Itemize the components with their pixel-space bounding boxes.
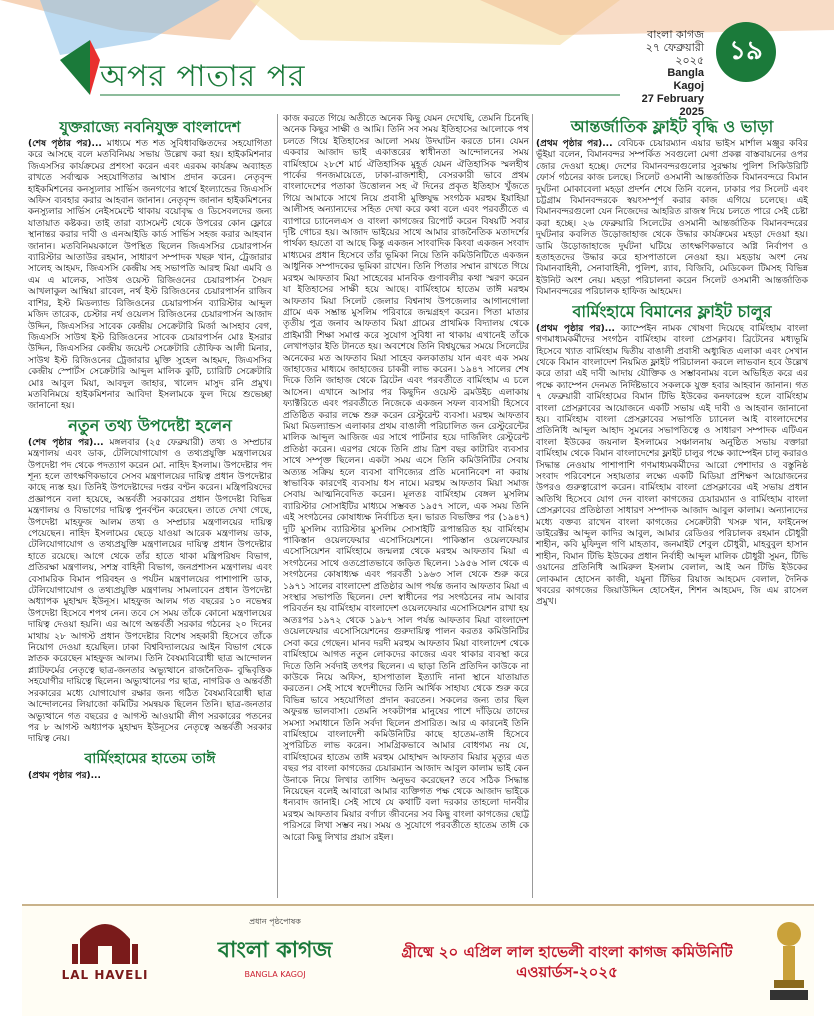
awards-event-text: গ্রীষ্মে ২০ এপ্রিল লাল হাভেলী বাংলা কাগজ কমিউনিটি এওয়ার্ডস-২০২৫ — [401, 943, 733, 981]
headline-info-adviser: নতুন তথ্য উপদেষ্টা হলেন — [68, 415, 232, 435]
lal-haveli-logo — [50, 914, 160, 1010]
sponsor-tag: প্রধান পৃষ্ঠপোষক — [249, 917, 301, 926]
article-text: ক্যাম্পেইন নামক খোষণা দিয়েছে বার্মিংহাম বাংলা গণমাধ্যমকর্মীদের সংগঠন বার্মিংহাম বাংলা প্রেসক্লাব। ব্রিটেনের মধ্যভূমি হিসেবে খ্যাত বার্মিংহাম দ্বিতীয় বাঙালী প্রবাসী অধ্যুষিত এলাকা এবং সেখান থেকে বিমান বাংলাদেশ নিয়মিত ফ্লাইট পরিচালনা করলে লাভবান হবে উল্লেখ করে তারা এই দাবী আদায় যৌক্তিক ও সম্ভাবনাময় বলে অভিহিত করে এর পক্ষে ক্যাম্পেন দেনমত নির্দিষ্টভাবে সকলকে যুক্ত হবার আহবান জানান। গত ৭ ফেব্রুয়ারী বার্মিংহামের বিমান টিভি ইউকের কনফারেন্স হলে বার্মিংহাম বাংলা প্রেসক্লাবের আয়োজনে একটি সভায় এই দাবী ও আহবান জানানো হয়। বার্মিংহাম বাংলা প্রেসক্লাবের সভাপতি চ্যানেল আই বাংলাদেশের প্রতিনিধি আব্দুল আহাদ সুমনের সভাপতিত্বে ও সাধারণ সম্পাদক এটিএন বাংলা ইউকের জয়নাল ইসলামের সঞ্চালনায় অনুষ্ঠিত সভায় বক্তারা বার্মিংহাম থেকে বিমান বাংলাদেশের ফ্লাইট চালুর পক্ষে ক্যাম্পেইন চালু করারও সিদ্ধান্ত নেওয়ায় পাশাপাশি গণমাধ্যমকর্মীদের আরো পেশাদার ও বস্তুনিষ্ঠ সংবাদ পরিবেশনে সহায়তার লক্ষ্যে একটি মিডিয়া প্রশিক্ষণ আয়োজনের উপরও গুরুত্বারোপ করেন। বার্মিংহাম বাংলা প্রেসক্লাবের এই সভায় প্রধান অতিথি হিসেবে যোগ দেন বাংলা কাগজের চেয়ারম্যান ও বার্মিংহাম বাংলা প্রেসক্লাবের প্রতিষ্ঠাতা সাধারণ সম্পাদক আজাদ আবুল কালাম। অন্যান্যদের মধ্যে বক্তব্য রাখেন বাংলা কাগজের সেক্রেটারী খসরু খান, ফাইনেন্স ডাইরেক্টর আব্দুল কাদির আবুল, আমার রেডিওর পরিচালক রহমান চৌধুরী শাহীন, কবি মুফিদুল গণি মাহতাব, জনমাইট শেবুল চৌধুরী, মাহবুবুল হাসান শাহীন, বিমান টিভি ইউকের প্রধান নির্বাহী আব্দুল মালিক চৌধুরী সুমন, টিভি ওয়ানের প্রতিনিধি আমিরুল ইসলাম বেলাল, আই অন টিভি ইউকের লোকমান হোসেন কাজী, যমুনা টিভির রিয়াজ আহমেদ বেলাল, দৈনিক খবরের কাগজের জিয়াউদ্দিন হোসেইন, শিশন আহমেদ, জি এম রাসেল প্রমুখ। — [536, 323, 808, 608]
date-bn: ২৭ ফেব্রুয়ারী ২০২৫ — [645, 41, 704, 67]
column-3 — [536, 114, 808, 898]
palace-icon — [70, 914, 140, 964]
headline-flight-fare: আন্তর্জাতিক ফ্লাইট বৃদ্ধি ও ভাড়া — [570, 117, 774, 136]
article-uk-body — [28, 139, 272, 413]
paper-logo-text: বাংলা কাগজ — [217, 938, 333, 963]
article-lead: (প্রথম পৃষ্ঠার পর)... — [28, 770, 101, 781]
column-divider — [532, 114, 533, 898]
column-1 — [28, 114, 272, 898]
article-hatem-body-start — [28, 771, 272, 782]
headline-hatem-tai: বার্মিংহামের হাতেম তাঈ — [84, 750, 216, 767]
masthead-meta — [634, 28, 704, 119]
article-lead: (শেষ পৃষ্ঠার পর)... — [28, 139, 102, 149]
article-info-body — [28, 438, 272, 746]
paper-name-bn: বাংলা কাগজ — [647, 28, 704, 41]
article-lead: (প্রথম পৃষ্ঠার পর)... — [536, 323, 615, 334]
bangla-kagoj-logo — [180, 916, 370, 1006]
column-2 — [283, 114, 529, 898]
paper-name-en: Bangla Kagoj — [667, 67, 704, 92]
article-flight-body — [536, 139, 808, 299]
sponsor-name: LAL HAVELI — [61, 968, 149, 982]
section-title: অপর পাতার পর — [100, 59, 306, 94]
date-en: 27 February 2025 — [641, 93, 704, 118]
article-text: মঙ্গলবার (২৫ ফেব্রুয়ারী) তথ্য ও সম্প্রচার মন্ত্রণালয় এবং ডাক, টেলিযোগাযোগ ও তথ্যপ্রযুক্তি মন্ত্রণালয়ের উপদেষ্টা পদ থেকে পদত্যাগ করেন মো. নাহিদ ইসলাম। উপদেষ্টার পদ শূন্য হলে তাৎক্ষণিকভাবে সেসব মন্ত্রণালয়ের দায়িত্ব প্রধান উপদেষ্টার কাছে ন্যস্ত হয়। তিনিই উপদেষ্টাদের দপ্তর বণ্টন করেন। মন্ত্রিপরিষদের প্রজ্ঞাপনে বলা হয়েছে, অন্তর্বর্তী সরকারের প্রধান উপদেষ্টা বিভিন্ন মন্ত্রণালয় ও বিভাগের দায়িত্ব পুনর্বণ্টন করেছেন। তাতে দেখা গেছে, উপদেষ্টা মাহফুজ আলম তথ্য ও সম্প্রচার মন্ত্রণালয়ের দায়িত্ব পেয়েছেন। নাহিদ ইসলামের ছেড়ে যাওয়া আরেক মন্ত্রণালয় ডাক, টেলিযোগাযোগ ও তথ্যপ্রযুক্তি মন্ত্রণালয়ের দায়িত্ব প্রধান উপদেষ্টার হাতে রয়েছে। আগে থেকে তাঁর হাতে থাকা মন্ত্রিপরিষদ বিভাগ, প্রতিরক্ষা মন্ত্রণালয়, সশস্ত্র বাহিনী বিভাগ, জনপ্রশাসন মন্ত্রণালয় এবং বেসামরিক বিমান পরিবহন ও পর্যটন মন্ত্রণালয়ের পাশাপাশি ডাক, টেলিযোগাযোগ ও তথ্যপ্রযুক্তি মন্ত্রণালয় সামলাবেন প্রধান উপদেষ্টা অধ্যাপক মুহাম্মদ ইউনূস। মাহফুজ আলম গত বছরের ১০ নভেম্বর উপদেষ্টা হিসেবে শপথ নেন। তবে সে সময় তাঁকে কোনো মন্ত্রণালয়ের দায়িত্ব দেওয়া হয়নি। এর আগে অন্তর্বর্তী সরকার গঠনের ২০ দিনের মাথায় ২৮ আগস্ট প্রধান উপদেষ্টার বিশেষ সহকারী হিসেবে তাঁকে নিয়োগ দেওয়া হয়েছিল। ঢাকা বিশ্ববিদ্যালয়ের আইন বিভাগ থেকে স্নাতক করেছেন মাহফুজ আলম। তিনি বৈষম্যবিরোধী ছাত্র আন্দোলন প্ল্যাটফর্মের নেতৃত্বে ছাত্র-জনতার অভ্যুত্থানে রাজনৈতিক- বুদ্ধিবৃত্তিক সহযোগীর দায়িত্বে ছিলেন। অভ্যুত্থানের পর ছাত্র, নাগরিক ও অন্তর্বর্তী সরকারের মধ্যে যোগাযোগ রক্ষার জন্য গঠিত বৈষম্যবিরোধী ছাত্র আন্দোলনের লিয়াজো কমিটির সমন্বয়ক ছিলেন তিনি। ছাত্র-জনতার অভ্যুত্থানে গত বছরের ৫ আগস্ট আওয়ামী লীগ সরকারের পতনের পর ৮ আগস্ট অধ্যাপক মুহাম্মদ ইউনূসের নেতৃত্বে অন্তর্বর্তী সরকার দায়িত্ব নেয়। — [28, 437, 272, 745]
article-text: মাধ্যমে শত শত সুবিধাবঞ্চিতদের সহযোগিতা করে আসছে বলে মতবিনিময় সভায় উল্লেখ করা হয়। হাইকমিশনার জিএসসির কার্যক্রমের প্রশংসা করেন এবং এরকম কার্যক্রম অব্যাহত রাখতে সর্বাত্মক সহযোগিতার আশ্বাস প্রদান করেন। নেতৃবৃন্দ হাইকমিশনের কনস্যুলার সার্ভিস জনগণের স্বার্থে ইংল্যান্ডের জিএসসি অফিস ব্যবহার করার আহবান জানান। নেতৃবৃন্দ জানান হাইকমিশনের কনস্যুলার সার্ভিস নেইসমেন্টে থাকায় বয়োবৃদ্ধ ও ডিসেবলদের জন্য যাতায়াত কষ্টকর। তাই তারা ব্যাসমেন্ট থেকে উপরের কোন ফ্লোরে স্থানান্তর করার দাবী ও এনআইডি কার্ড সার্ভিস সহজ করার আহবান জানান। মতবিনিময়কালে উপস্থিত ছিলেন জিএসসির চেয়ারপার্সন ব্যারিস্টার আতাউর রহমান, সাধারণ সম্পাদক খছরু খান, ট্রেজারার সালেহ আহমদ, জিএসসি কেন্দ্রীয় সহ সভাপতি আরহু মিয়া এমবি ও এম এ মালেক, সাউথ ওয়েস্ট রিজিওনের চেয়ারপার্সন সৈয়দ আখলাকুল আম্বিয়া রাবেল, নর্থ ইস্ট রিজিওনের চেয়ারপার্সন রাজিব বাশির, ইস্ট মিডল্যান্ড রিজিওনের চেয়ারপার্সন ব্যারিস্টার আব্দুল মজিদ তারেক, চেস্টার নর্থ ওয়েলস রিজিওনের চেয়ারপার্সন আজাদ উদ্দিন, জিএসসির সাবেক কেন্দ্রীয় সেক্রেটারি মির্জা আসহাব বেগ, জিএসসি সাউথ ইস্ট রিজিওনের সাবেক চেয়ারপার্সন মোঃ ইসরার উদ্দিন, জিএসসির কেন্দ্রীয় জয়েন্ট সেক্রেটারি তৌফিক আলী মিনার, সাউথ ইস্ট রিজিওনের ট্রেজারার মুক্তি সুহেল আহমদ, জিএসসির কেন্দ্রীয় স্পোর্টস সেক্রেটারি আব্দুল মালিক কুটি, চ্যারিটি সেক্রেটারি মোঃ আবুল মিয়া, আবদুল জাহার, খালেদ মাসুদ রনি প্রমুখ। মতবিনিময়ে হাইকমিশনার আবিদা ইসলামকে ফুল দিয়ে শুভেচ্ছা জানানো হয়। — [28, 139, 272, 412]
page-number-badge: ১৯ — [716, 22, 776, 82]
article-hatem-body: কাজ করতে গিয়ে অতীতে অনেক কিছু যেমন দেখেছি, তেমনি চিনেছি অনেক কিছুর সাক্ষী ও আমি। তিনি সব সময় ইতিহাসের আলোকে পথ চলতে গিয়ে ইতিহাসের আলো সময় উদঘাটন করতে চান। যেমন একবার আজাদ ভাই একাত্তরের স্বাধীনতা আন্দোলনের সময় বার্মিংহামে ২৮শে মার্চ ঐতিহাসিক মুহূর্ত যেমন ঐতিহাসিক স্মলহীথ পার্কের গনজমায়েতে, ঢাকা-রাজশাহী, বেসরকারী ভাবে প্রথম বাংলাদেশের পতাকা উত্তোলন সহ ঐ দিনের প্রকৃত ইতিহাস খুঁজতে গিয়ে আমাকে সাথে নিয়ে প্রবাসী মুক্তিযুদ্ধ সংগঠক মরহুম ইয়াহিয়া আলীসহ অন্যান্যদের সহিত দেখা করে কথা বলে এবং পরবর্তীতে এ ব্যাপারে চ্যানেলএস ও বাংলা কাগজের রিপোর্ট করেন বিষয়টি সবার দৃষ্টি গোচর হয়। আজাদ ভাইয়ের সাথে আমার রাজনৈতিক মতাদর্শের পার্থক্য হয়তো বা আছে কিন্তু একজন সাংবাদিক কিংবা একজন সংবাদ মাধ্যমের প্রধান হিসেবে তাঁর ভূমিকা নিয়ে তিনি কমিউনিটিতে একজন আধুনিক সম্পাদকের ভূমিকা রাখেন। তিনি পিতার সম্মান রাখতে গিয়ে মরহুম আফতাব মিয়া সাহেবের মানবিক গুণাবলীর কথা স্মরণ করেন যা ইতিহাসের সাক্ষী হয়ে আছে। বার্মিংহামে হাতেম তাঈ মরহুম আফতাব মিয়া সিলেট জেলার বিশ্বনাথ উপজেলার আগানগোলা গ্রামে এক সম্ভ্রান্ত মুসলিম পরিবারে জন্মগ্রহণ করেন। পিতা মাতার তৃতীয় পুত্র জনাব আফতাব মিয়া গ্রামের প্রাথমিক বিদ্যালয় থেকে প্রাইমারী শিক্ষা সমাপ্ত করে সুযোগ সুবিধা না থাকায় এখানেই তাঁকে লেখাপড়ার ইতি টানতে হয়। অবশেষে তিনি বিশ্বযুদ্ধের সময়ে সিলেটের অনেকের মত আফতাব মিয়া সাহেব কলকাতায় যান এবং এক সময় জাহাজের মাধ্যমে জাহাজের চাকরী লাভ করেন। ১৯৪৭ সালের শেষ দিকে তিনি জাহাজ থেকে ব্রিটেন এবং পরবর্তীতে বার্মিংহাম এ চলে আসেন। এখানে আসার পর কিছুদিন ওয়েস্ট ব্রমউইচ এলাকায় ফ্যাক্টরিতে এবং পরবর্তীতে নিজেকে একজন সফল ব্যবসায়ী হিসেবে প্রতিষ্ঠিত করার লক্ষে শুরু করেন রেস্টুরেন্ট ব্যবসা। মরহুম আফতাব মিয়া মিডল্যান্ডস এলাকার প্রথম বাঙালী পরিচালিত জন রেস্টুরেন্টের মালিক আব্দুল আজিজ এর সাথে পার্টনার হয়ে দার্জিলিং রেস্টুরেন্ট প্রতিষ্ঠা করেন। এরপর থেকে তিনি প্রায় ত্রিশ বছর কাটারিং ব্যবসার সাথে সম্পৃক্ত ছিলেন। একটা সময় এসে তিনি কমিউনিটির সেবায় অত্যন্ত সক্রিয় হলে ব্যবসা বাণিজ্যের প্রতি মনোনিবেশ না করায় স্বাভাবিক কারণেই ব্যবসায় ধস নামে। মরহুম আফতাব মিয়া সমাজ সেবায় আত্মনিবেদিত করেন। মূলতঃ বার্মিংহাম বেঙ্গল মুসলিম ব্যারিস্টার সোসাইটির মাধ্যমে সম্ভবত ১৯৫৭ সালে, এক সময় তিনি এই সংগঠনের কোষাধ্যক্ষ নির্বাচিত হন। ভারত বিভক্তির পর (১৯৪৭) দুটি মুসলিম ব্যারিস্টার মুসলিম সোসাইটি রূপান্তরিত হয় বার্মিংহাম পাকিস্তান ওয়েলফেয়ার এসোসিয়েশনে। পাকিস্তান ওয়েলফেয়ার এসোসিয়েশন বার্মিংহামে জন্মলগ্ন থেকে মরহুম আফতাব মিয়া এ সংগঠনের সাথে ওতপ্রোতভাবে জড়িত ছিলেন। ১৯৫৬ সাল থেকে এ সংগঠনের কোষাধ্যক্ষ এবং পরবর্তী ১৯৬৩ সাল থেকে শুরু করে ১৯৭১ সালের বাংলাদেশ প্রতিষ্ঠার আগ পর্যন্ত জনাব আফতাব মিয়া এ সংস্থার সভাপতি ছিলেন। দেশ স্বাধীনের পর সংগঠনের নাম আবার পরিবর্তন হয় বার্মিংহাম বাংলাদেশ ওয়েলফেয়ার এসোসিয়েশন রাখা হয় অতঃপর ১৯৭২ থেকে ১৯৮৭ সাল পর্যন্ত আফতাব মিয়া বাংলাদেশ ওয়েলফেয়ার এসোসিয়েশনের গুরুদায়িত্ব পালন করতঃ কমিউনিটির সেবা করে গেছেন। মানব দরদী মরহুম আফতাব মিয়া বাংলাদেশ থেকে বার্মিংহামে আগত নতুন লোকদের কাজের এবং থাকার ব্যবস্থা করে দিতে তিনি সর্বদাই তৎপর ছিলেন। এ ছাড়া তিনি প্রতিদিন কাউকে না কাউকে নিয়ে অফিস, হাসপাতাল ইত্যাদি নানা স্থানে যাতায়াত করতেন। সেই সাথে স্বদেশীদের তিনি আর্থিক সাহায্য থেকে শুরু করে বিভিন্ন ভাবে সহযোগিতা প্রদান করতেন। সকলের জন্য তার ছিল অফুরন্ত ভালবাসা। তেমনি সংকটাপন্ন মানুষের পাশে দাঁড়িয়ে তাদের সমস্যা সমাধানে তিনি সর্বদা ছিলেন প্রসারিত। আর এ কারনেই তিনি বার্মিংহামে বাংলাদেশী কমিউনিটির কাছে হাতেম-তাঈ হিসেবে সুপরিচিত লাভ করেন। সামগ্রিকভাবে আমার বোধগম্য নয় যে, বার্মিংহামের হাতেম তাঈ মরহুম মোহাম্মদ আফতাব মিয়ার মৃত্যুর এত বছর পর বাংলা কাগজের চেয়ারম্যান আজাদ আবুল কালাম ভাই কেন উনাকে নিয়ে লিখার তাগিদ অনুভব করেছেন? তবে সঠিক সিদ্ধান্ত নিয়েছেন বলেই আবারো আমার ব্যক্তিগত পক্ষ থেকে আজাদ ভাইকে ধন্যবাদ জানাই। সেই সাথে যে কথাটি বলা দরকার তাহলো দানবীর মরহুম আফতাব মিয়ার বর্ণাঢ্য জীবনের সব কিছু বাংলা কাগজের ছোট্ট পরিসরে লিখা সম্ভব নয়। সময় ও সুযোগে পরবর্তীতে হাতেম তাঈ কে আরো কিছু লিখার প্রয়াস রইল। — [283, 114, 529, 843]
awards-ad-banner[interactable] — [22, 904, 814, 1016]
article-birmingham-body — [536, 324, 808, 609]
headline-uk-high-commissioner: যুক্তরাজ্যে নবনিযুক্ত বাংলাদেশ — [59, 118, 241, 136]
trophy-icon — [766, 918, 812, 1004]
article-lead: (শেষ পৃষ্ঠার পর)... — [28, 437, 104, 448]
article-lead: (প্রথম পৃষ্ঠার পর)... — [536, 139, 613, 149]
page-header — [0, 0, 834, 118]
article-text: বেবিচক চেয়ারম্যান এয়ার ভাইস মার্শাল মঞ্জুর কবির ভূঁইয়া বলেন, বিমানবন্দর সম্পর্কিত সবগুলো মেগা প্রকল্প বাস্তবায়নের ওপর জোর দেওয়া হচ্ছে। দেশের বিমানবন্দরগুলোর সুরক্ষায় পুলিশ সিকিউরিটি ফোর্স গঠনের কাজ চলছে। সিলেট ওসমানী আন্তর্জাতিক বিমানবন্দরে বিমান দুর্ঘটনা মোকাবেলা মহড়া প্রদর্শন শেষে তিনি বলেন, ঢাকার পর সিলেট এবং চট্টগ্রাম বিমানবন্দরকে স্বয়ংসম্পূর্ণ করার কাজ এগিয়ে চলেছে। এই বিমানবন্দরগুলো যেন নিজেদের আহরিত রাজস্ব দিয়ে চলতে পারে সেই চেষ্টা করা হচ্ছে। ২৬ ফেব্রুয়ারি সিলেটের ওসমানী আন্তর্জাতিক বিমানবন্দরের দুর্ঘটনার কবলিত উড়োজাহাজ থেকে উদ্ধার কার্যক্রমের মহড়া দেওয়া হয়। ডামি উড়োজাহাজে দুর্ঘটনা ঘটিয়ে তাৎক্ষণিকভাবে অগ্নি নির্বাপণ ও হতাহতদের উদ্ধার করে হাসপাতালে নেওয়া হয়। মহড়ায় অংশ নেয় বিমানবাহিনী, সেনাবাহিনী, পুলিশ, র‍্যাব, বিজিবি, মেডিকেল টিমসহ বিভিন্ন ইউনিট অংশ নেয়। মহড়া পরিচালনা করেন সিলেট ওসমানী আন্তর্জাতিক বিমানবন্দরের পরিচালক হাফিজ আহমেদ। — [536, 139, 809, 298]
headline-birmingham-flight: বার্মিংহামে বিমানের ফ্লাইট চালুর — [572, 301, 772, 321]
column-divider — [277, 114, 278, 898]
paper-logo-side: BANGLA KAGOJ — [244, 970, 306, 979]
